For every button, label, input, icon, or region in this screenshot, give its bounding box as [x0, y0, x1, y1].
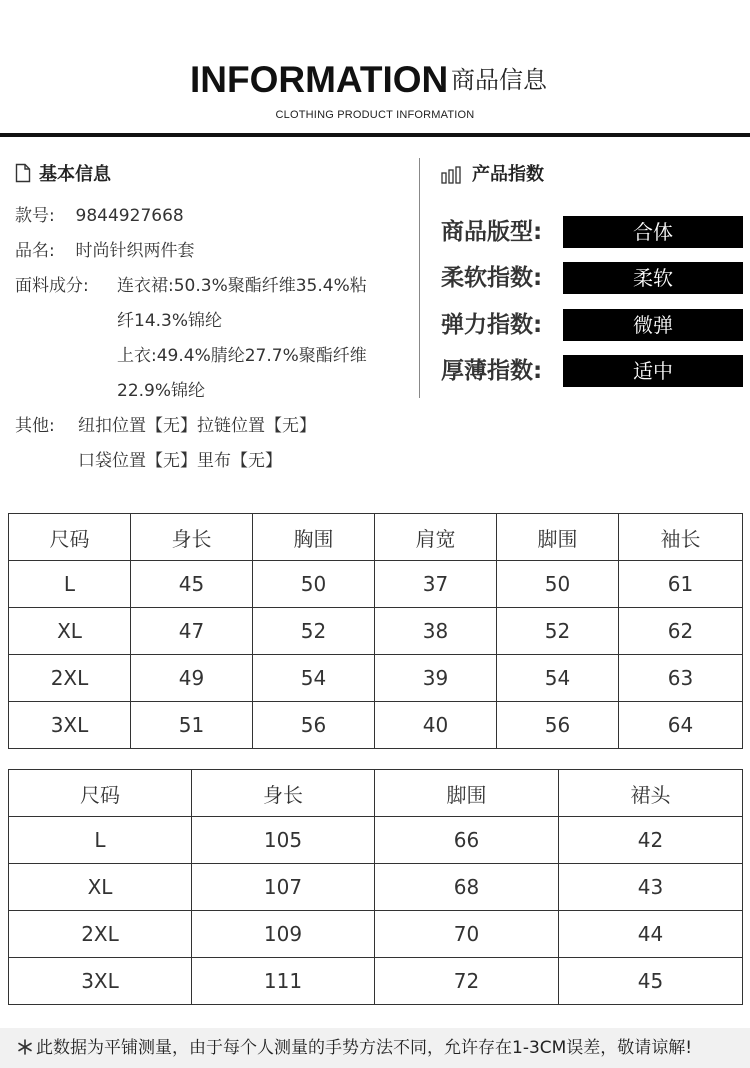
bar-chart-icon: [441, 166, 463, 188]
index-row-thickness: [441, 355, 743, 387]
table-cell: 61: [619, 561, 743, 608]
table-cell: 3XL: [9, 958, 192, 1005]
index-row-softness: [441, 262, 743, 294]
fabric-line: 连衣裙:50.3%聚酯纤维35.4%粘: [117, 276, 367, 296]
table-cell: 37: [375, 561, 497, 608]
table-cell: 44: [559, 911, 743, 958]
document-icon: [15, 163, 31, 187]
table-header-cell: 脚围: [497, 514, 619, 561]
table-header-row: [9, 770, 743, 817]
table-row: [9, 817, 743, 864]
table-header-cell: 袖长: [619, 514, 743, 561]
notice-text: 此数据为平铺测量，由于每个人测量的手势方法不同，允许存在1-3CM误差，敬请谅解!: [36, 1038, 693, 1058]
table-cell: 64: [619, 702, 743, 749]
basic-info-heading: 基本信息: [39, 164, 111, 185]
table-row: [9, 655, 743, 702]
table-cell: 52: [497, 608, 619, 655]
table-header-cell: 裙头: [559, 770, 743, 817]
table-row: [9, 958, 743, 1005]
measurement-notice: [0, 1028, 750, 1068]
table-cell: 105: [192, 817, 375, 864]
table-cell: 51: [131, 702, 253, 749]
index-label: 商品版型:: [441, 219, 543, 245]
table-row: [9, 911, 743, 958]
table-cell: 50: [253, 561, 375, 608]
table-cell: 50: [497, 561, 619, 608]
table-cell: 47: [131, 608, 253, 655]
table-header-row: [9, 514, 743, 561]
table-header-cell: 脚围: [375, 770, 559, 817]
product-name-value: 时尚针织两件套: [75, 241, 195, 261]
index-value-badge: 微弹: [563, 309, 743, 341]
table-cell: 107: [192, 864, 375, 911]
fabric-line: 22.9%锦纶: [117, 381, 206, 401]
table-row: [9, 864, 743, 911]
fabric-line: 上衣:49.4%腈纶27.7%聚酯纤维: [117, 346, 367, 366]
other-label: 其他:: [15, 416, 55, 436]
other-line: 口袋位置【无】里布【无】: [78, 451, 282, 471]
product-index-heading: 产品指数: [472, 164, 544, 185]
page-header: [0, 0, 750, 138]
table-cell: L: [9, 817, 192, 864]
style-number-label: 款号:: [15, 206, 55, 226]
table-cell: 39: [375, 655, 497, 702]
product-name-row: [15, 239, 195, 263]
table-cell: 43: [559, 864, 743, 911]
table-cell: 72: [375, 958, 559, 1005]
asterisk-icon: [17, 1038, 33, 1060]
table-cell: 45: [559, 958, 743, 1005]
table-cell: 63: [619, 655, 743, 702]
table-cell: 52: [253, 608, 375, 655]
table-header-cell: 肩宽: [375, 514, 497, 561]
page-subtitle: CLOTHING PRODUCT INFORMATION: [275, 109, 475, 121]
table-cell: 56: [497, 702, 619, 749]
style-number-value: 9844927668: [75, 206, 184, 226]
table-cell: 42: [559, 817, 743, 864]
table-cell: 49: [131, 655, 253, 702]
header-divider: [0, 133, 750, 137]
table-cell: 54: [497, 655, 619, 702]
table-header-cell: 尺码: [9, 514, 131, 561]
section-divider: [419, 158, 420, 398]
table-cell: 109: [192, 911, 375, 958]
table-cell: 56: [253, 702, 375, 749]
top-size-table: [8, 513, 743, 749]
table-cell: 111: [192, 958, 375, 1005]
index-label: 厚薄指数:: [441, 358, 543, 384]
page-title-cn: 商品信息: [451, 66, 547, 94]
table-cell: XL: [9, 608, 131, 655]
table-row: [9, 608, 743, 655]
table-cell: 2XL: [9, 911, 192, 958]
table-header-cell: 身长: [192, 770, 375, 817]
fabric-label: 面料成分:: [15, 276, 89, 296]
page-title: INFORMATION: [190, 59, 449, 100]
table-header-cell: 身长: [131, 514, 253, 561]
table-cell: 40: [375, 702, 497, 749]
table-cell: 2XL: [9, 655, 131, 702]
index-label: 柔软指数:: [441, 265, 543, 291]
table-cell: 70: [375, 911, 559, 958]
table-cell: 3XL: [9, 702, 131, 749]
table-cell: 54: [253, 655, 375, 702]
other-line: 纽扣位置【无】拉链位置【无】: [78, 416, 316, 436]
skirt-size-table: [8, 769, 743, 1005]
table-cell: 68: [375, 864, 559, 911]
table-cell: L: [9, 561, 131, 608]
table-cell: 62: [619, 608, 743, 655]
table-cell: 66: [375, 817, 559, 864]
index-label: 弹力指数:: [441, 312, 543, 338]
style-number-row: [15, 204, 184, 228]
index-value-badge: 柔软: [563, 262, 743, 294]
table-header-cell: 尺码: [9, 770, 192, 817]
index-row-elasticity: [441, 309, 743, 341]
index-value-badge: 合体: [563, 216, 743, 248]
table-row: [9, 702, 743, 749]
table-cell: 38: [375, 608, 497, 655]
table-row: [9, 561, 743, 608]
index-value-badge: 适中: [563, 355, 743, 387]
table-cell: XL: [9, 864, 192, 911]
index-row-fit: [441, 216, 743, 248]
fabric-line: 纤14.3%锦纶: [117, 311, 223, 331]
table-cell: 45: [131, 561, 253, 608]
product-name-label: 品名:: [15, 241, 55, 261]
table-header-cell: 胸围: [253, 514, 375, 561]
